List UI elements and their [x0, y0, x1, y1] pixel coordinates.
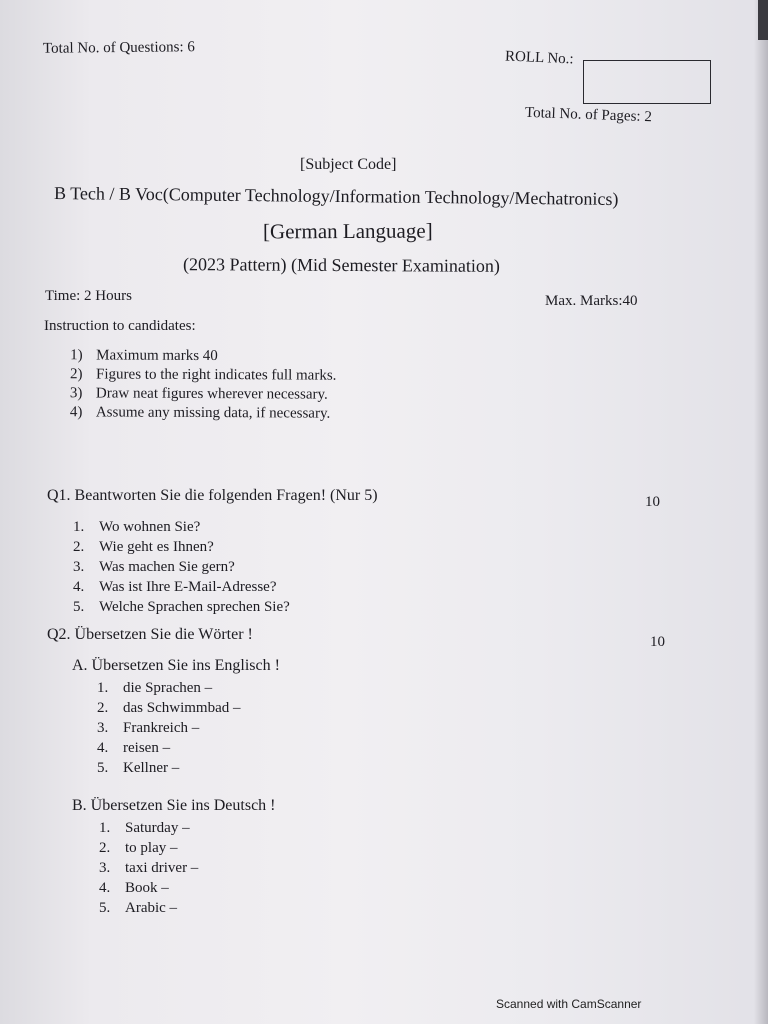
exam-pattern: (2023 Pattern) (Mid Semester Examination)	[182, 254, 500, 276]
q1-title: Q1. Beantworten Sie die folgenden Fragen! (Nur 5)	[47, 487, 378, 504]
list-item: 5. Kellner –	[97, 760, 180, 776]
list-item: 4. reisen –	[97, 740, 171, 756]
total-pages: Total No. of Pages: 2	[524, 104, 653, 126]
list-item: 1. Wo wohnen Sie?	[73, 519, 201, 535]
exam-time: Time: 2 Hours	[45, 288, 132, 304]
list-item: 2) Figures to the right indicates full marks.	[70, 366, 337, 384]
list-item: 4) Assume any missing data, if necessary.	[69, 404, 331, 422]
max-marks: Max. Marks:40	[545, 293, 638, 309]
course-title: [German Language]	[262, 218, 433, 244]
q1-list	[73, 517, 290, 617]
q2-part-b-list	[99, 818, 198, 918]
list-item: 1. Saturday –	[99, 820, 190, 836]
list-item: 3) Draw neat figures wherever necessary.	[69, 385, 328, 403]
list-item: 2. Wie geht es Ihnen?	[73, 539, 214, 555]
roll-label: ROLL No.:	[504, 48, 574, 68]
list-item: 4. Book –	[99, 880, 169, 896]
scanner-watermark: Scanned with CamScanner	[496, 997, 642, 1011]
list-item: 3. Frankreich –	[97, 720, 200, 736]
q1-marks: 10	[645, 494, 660, 510]
program-title: B Tech / B Voc(Computer Technology/Information Technology/Mechatronics)	[53, 183, 619, 209]
list-item: 4. Was ist Ihre E-Mail-Adresse?	[73, 579, 277, 595]
list-item: 1. die Sprachen –	[97, 680, 213, 696]
list-item: 3. Was machen Sie gern?	[73, 559, 235, 575]
list-item: 5. Arabic –	[99, 900, 178, 916]
list-item: 1) Maximum marks 40	[70, 347, 218, 365]
subject-code: [Subject Code]	[300, 156, 397, 173]
instructions-title: Instruction to candidates:	[44, 318, 196, 334]
page-edge-shadow	[754, 0, 768, 1024]
scan-corner	[758, 0, 768, 40]
instructions-list	[70, 346, 337, 423]
q2-part-a-title: A. Übersetzen Sie ins Englisch !	[72, 657, 280, 674]
q2-part-b-title: B. Übersetzen Sie ins Deutsch !	[72, 797, 276, 814]
total-questions: Total No. of Questions: 6	[42, 39, 195, 57]
list-item: 5. Welche Sprachen sprechen Sie?	[73, 599, 290, 615]
q2-marks: 10	[650, 634, 665, 650]
list-item: 2. das Schwimmbad –	[97, 700, 241, 716]
q2-title: Q2. Übersetzen Sie die Wörter !	[47, 626, 253, 643]
list-item: 3. taxi driver –	[99, 860, 199, 876]
list-item: 2. to play –	[99, 840, 178, 856]
roll-number-box[interactable]	[583, 60, 711, 104]
q2-part-a-list	[97, 678, 241, 778]
